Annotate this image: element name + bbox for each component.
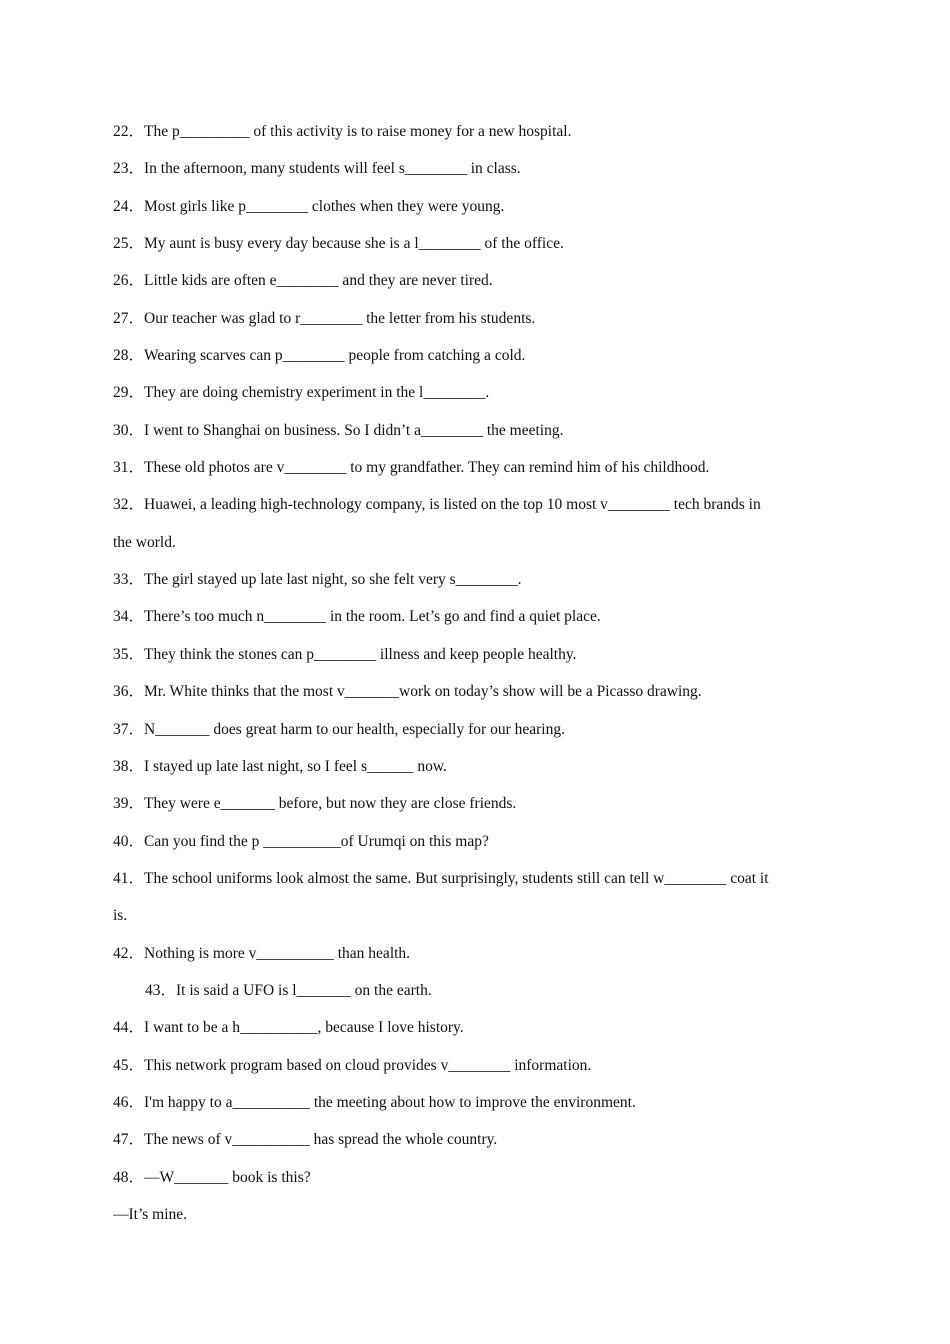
exercise-line-28: 28．Wearing scarves can p________ people from catching a cold. (113, 347, 526, 365)
exercise-line-38: 38．I stayed up late last night, so I feel s______ now. (113, 757, 447, 775)
exercise-line-41: 41．The school uniforms look almost the same. But surprisingly, students still can tell w________ coat it (113, 869, 769, 887)
exercise-line-46: 46．I'm happy to a__________ the meeting about how to improve the environment. (113, 1093, 636, 1111)
exercise-lines (113, 118, 833, 1238)
exercise-line-31: 31．These old photos are v________ to my grandfather. They can remind him of his childhood. (113, 459, 710, 477)
exercise-line-36: 36．Mr. White thinks that the most v_______work on today’s show will be a Picasso drawing. (113, 683, 702, 701)
exercise-line-33: 33．The girl stayed up late last night, so she felt very s________. (113, 571, 522, 589)
exercise-line-23: 23．In the afternoon, many students will feel s________ in class. (113, 160, 521, 178)
exercise-line-45: 45．This network program based on cloud provides v________ information. (113, 1056, 592, 1074)
exercise-line-35: 35．They think the stones can p________ illness and keep people healthy. (113, 645, 577, 663)
exercise-line-41-continued: is. (113, 907, 128, 925)
exercise-line-22: 22．The p_________ of this activity is to raise money for a new hospital. (113, 123, 572, 140)
exercise-line-42: 42．Nothing is more v__________ than health. (113, 944, 411, 962)
exercise-line-27: 27．Our teacher was glad to r________ the letter from his students. (113, 309, 536, 327)
exercise-line-29: 29．They are doing chemistry experiment in the l________. (113, 384, 490, 402)
exercise-line-34: 34．There’s too much n________ in the room. Let’s go and find a quiet place. (113, 608, 601, 626)
exercise-line-44: 44．I want to be a h__________, because I love history. (113, 1019, 464, 1037)
exercise-line-47: 47．The news of v__________ has spread the whole country. (113, 1131, 498, 1149)
exercise-line-39: 39．They were e_______ before, but now they are close friends. (113, 795, 517, 813)
exercise-line-30: 30．I went to Shanghai on business. So I didn’t a________ the meeting. (113, 421, 564, 439)
exercise-line-32: 32．Huawei, a leading high-technology company, is listed on the top 10 most v________ tech brands in (113, 496, 761, 514)
exercise-line-43: 43．It is said a UFO is l_______ on the earth. (145, 981, 432, 999)
exercise-line-37: 37．N_______ does great harm to our health, especially for our hearing. (113, 720, 565, 738)
exercise-line-48: 48．—W_______ book is this? (113, 1168, 311, 1186)
exercise-line-26: 26．Little kids are often e________ and they are never tired. (113, 272, 493, 290)
exercise-line-48-answer: —It’s mine. (113, 1205, 188, 1223)
exercise-line-25: 25．My aunt is busy every day because she is a l________ of the office. (113, 235, 564, 253)
exercise-line-32-continued: the world. (113, 533, 176, 551)
exercise-line-40: 40．Can you find the p __________of Urumqi on this map? (113, 832, 489, 850)
exercise-line-24: 24．Most girls like p________ clothes when they were young. (113, 197, 505, 215)
